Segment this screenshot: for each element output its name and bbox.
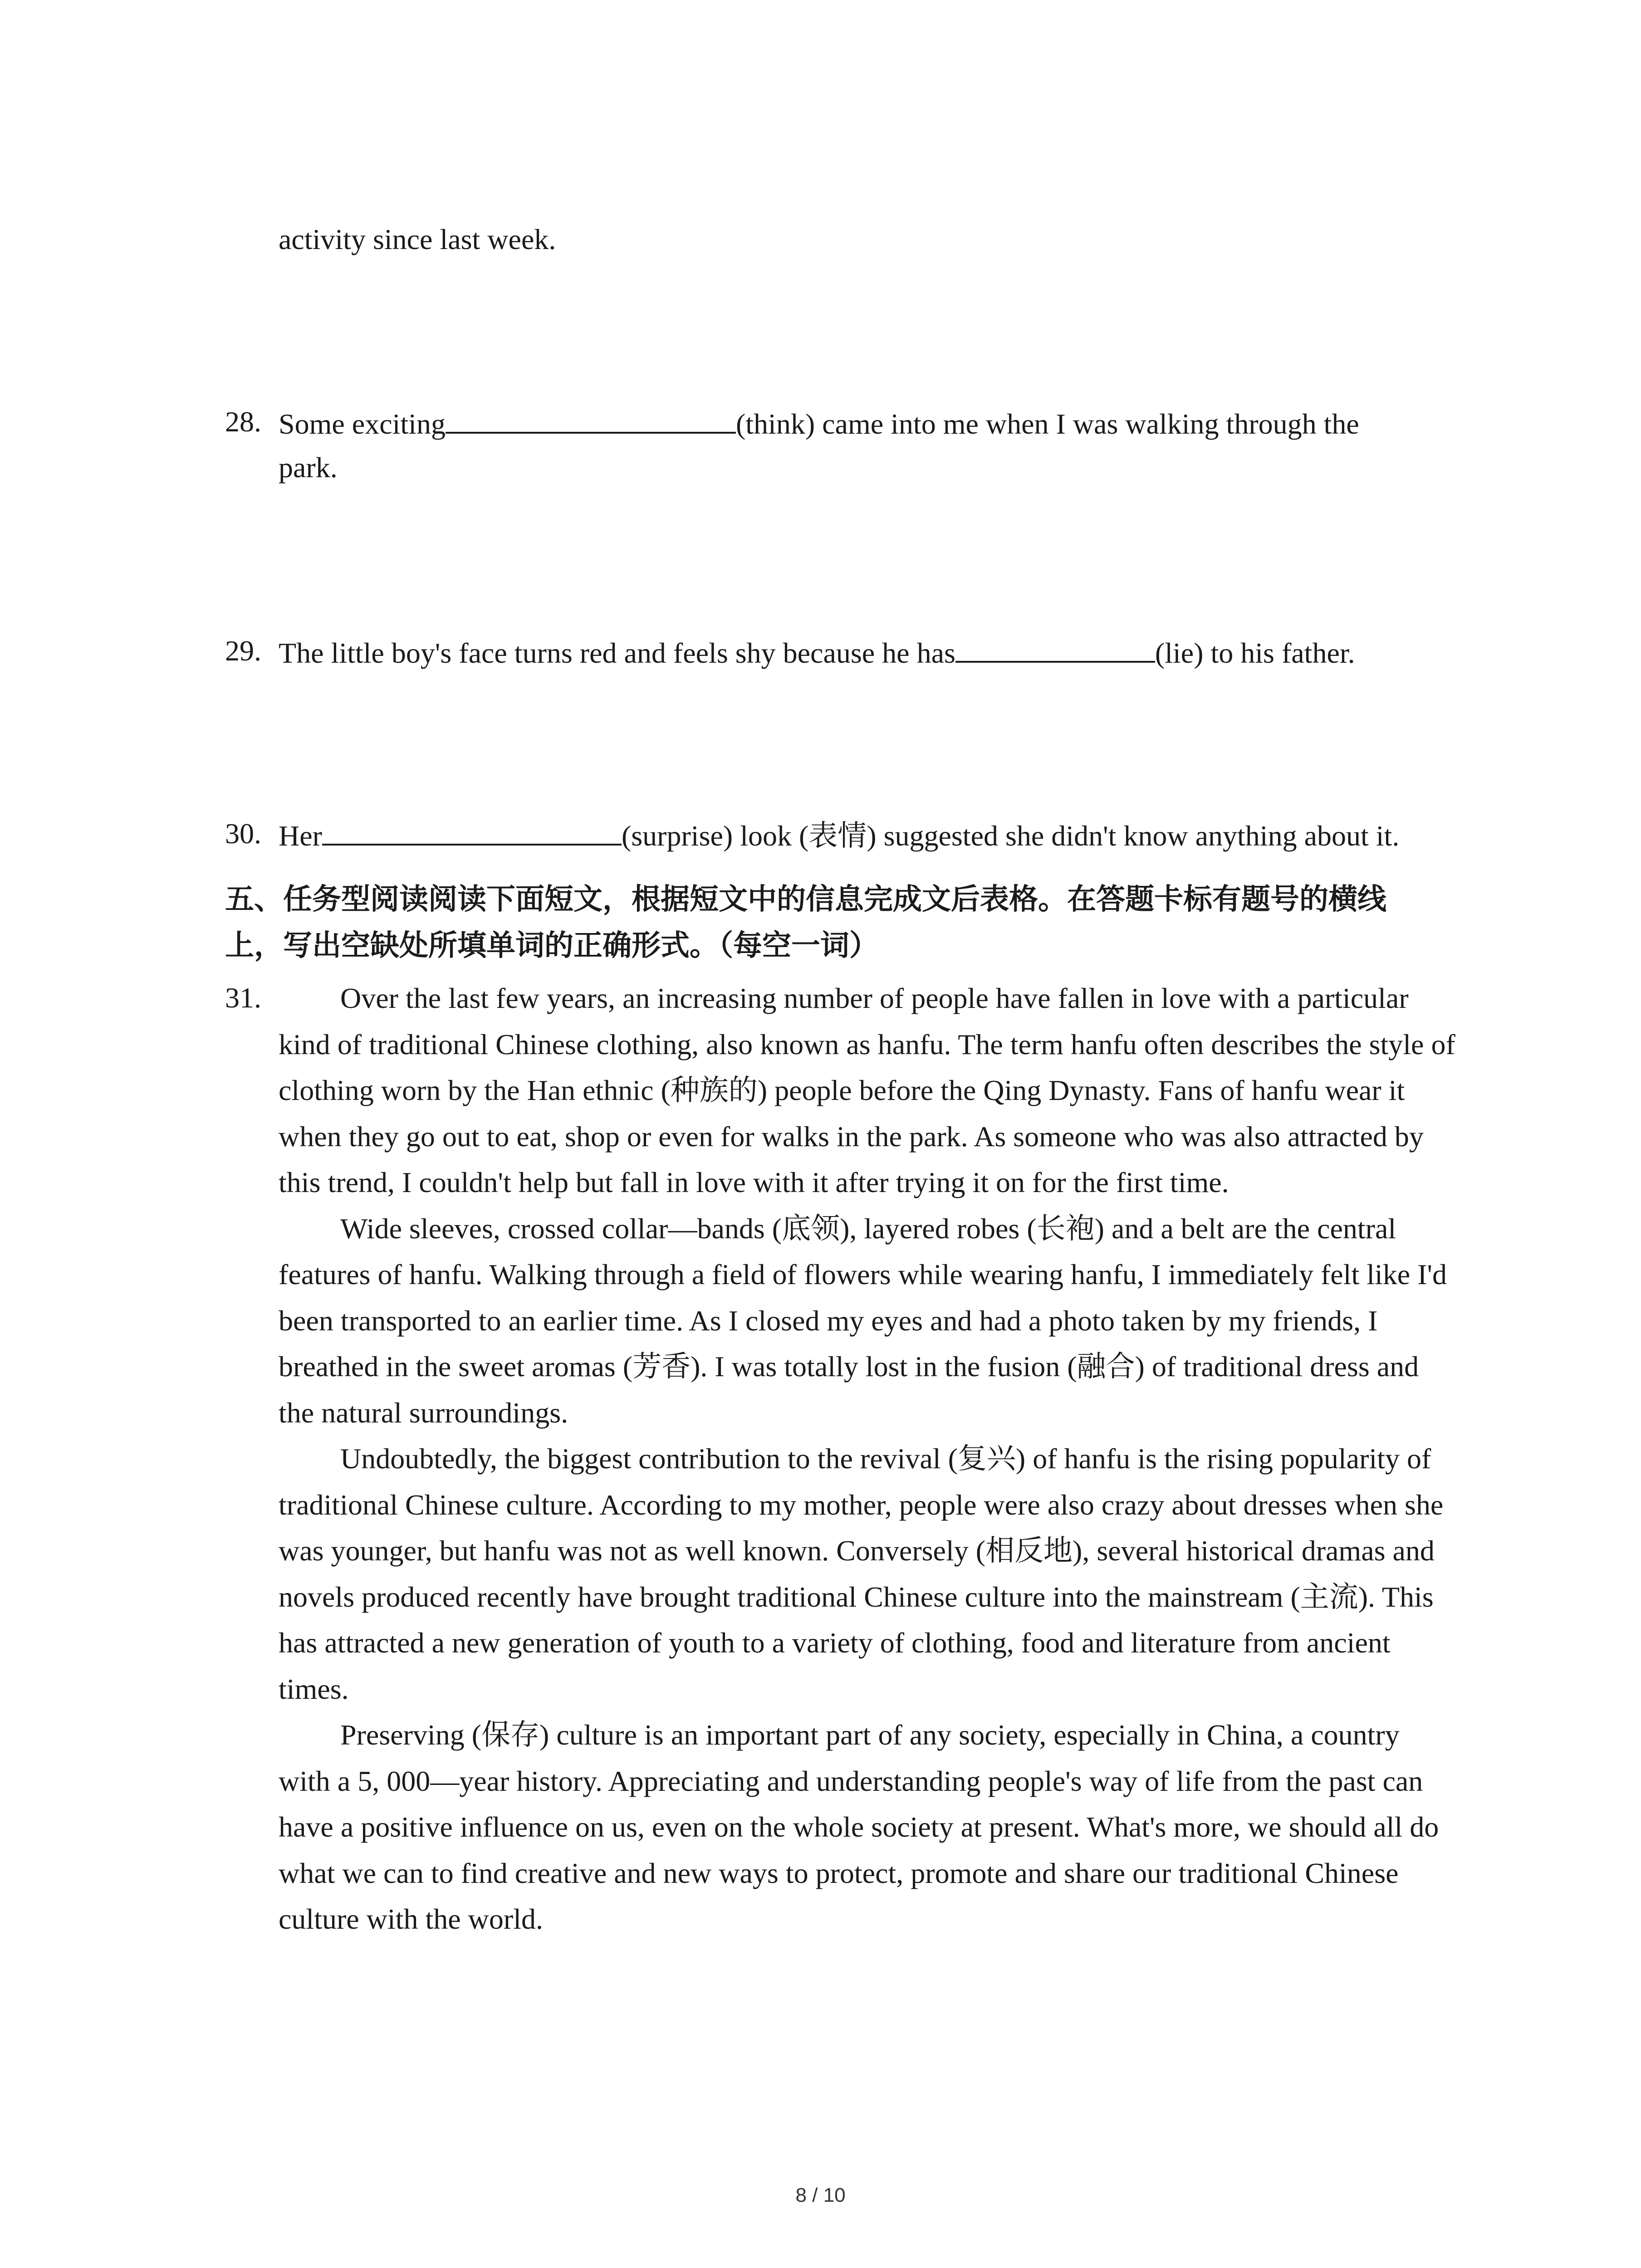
answer-blank[interactable]: [955, 628, 1155, 663]
question-text: [279, 628, 1355, 676]
passage-paragraph-4: Preserving (保存) culture is an important part of any society, especially in China, a country with a 5, 000—year history. Appreciating and understanding people's way of life from the past can have a positive influence on us, even on the whole society at present. What's more, we should all do what we can to find creative and new ways to protect, promote and share our traditional Chinese culture with the world.: [279, 1719, 1439, 1935]
question-number: 28.: [225, 406, 261, 438]
answer-blank[interactable]: [446, 399, 736, 434]
question-number: 30.: [225, 817, 261, 850]
question-text-before: Her: [279, 820, 322, 852]
reading-passage: [279, 975, 1458, 1942]
question-text-before: The little boy's face turns red and feels shy because he has: [279, 637, 955, 669]
question-text: [279, 811, 1399, 859]
question-text-after: (think) came into me when I was walking through the: [735, 408, 1359, 440]
question-text-before: Some exciting: [279, 408, 446, 440]
question-number: 29.: [225, 635, 261, 667]
section-heading-line1: 五、任务型阅读阅读下面短文，根据短文中的信息完成文后表格。在答题卡标有题号的横线: [225, 882, 1386, 916]
section-heading: [225, 876, 1459, 969]
passage-paragraph-2: Wide sleeves, crossed collar—bands (底领), layered robes (长袍) and a belt are the central features of hanfu. Walking through a field of flowers while wearing hanfu, I immediately felt like I'd been transported to an earlier time. As I closed my eyes and had a photo taken by my friends, I breathed in the sweet aromas (芳香). I was totally lost in the fusion (融合) of traditional dress and the natural surroundings.: [279, 1212, 1447, 1429]
question-text-line2: park.: [279, 451, 338, 484]
question-text-after: (lie) to his father.: [1155, 637, 1355, 669]
question-text-after: (surprise) look (表情) suggested she didn't know anything about it.: [621, 820, 1400, 852]
section-heading-line2: 上，写出空缺处所填单词的正确形式。（每空一词）: [225, 929, 878, 963]
answer-blank[interactable]: [322, 811, 622, 846]
question-text: [279, 399, 1359, 447]
page-indicator: 8 / 10: [795, 2184, 846, 2206]
passage-paragraph-1: Over the last few years, an increasing number of people have fallen in love with a particular kind of traditional Chinese clothing, also known as hanfu. The term hanfu often describes the style of clothing worn by the Han ethnic (种族的) people before the Qing Dynasty. Fans of hanfu wear it when they go out to eat, shop or even for walks in the park. As someone who was also attracted by this trend, I couldn't help but fall in love with it after trying it on for the first time.: [279, 982, 1455, 1198]
question-27-continuation: activity since last week.: [279, 223, 556, 255]
passage-number: 31.: [225, 982, 261, 1014]
passage-paragraph-3: Undoubtedly, the biggest contribution to the revival (复兴) of hanfu is the rising popularity of traditional Chinese culture. According to my mother, people were also crazy about dresses when she was younger, but hanfu was not as well known. Conversely (相反地), several historical dramas and novels produced recently have brought traditional Chinese culture into the mainstream (主流). This has attracted a new generation of youth to a variety of clothing, food and literature from ancient times.: [279, 1442, 1444, 1705]
